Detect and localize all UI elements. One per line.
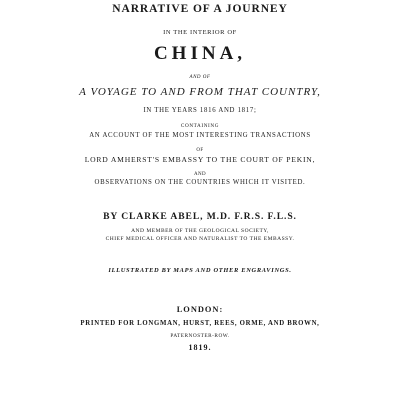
imprint-year: 1819. [188, 343, 212, 352]
connector-of: OF [196, 148, 204, 153]
imprint-address: PATERNOSTER-ROW. [170, 333, 230, 339]
containing-label: CONTAINING [180, 123, 220, 129]
subtitle-in-the-interior: IN THE INTERIOR OF [163, 29, 237, 36]
imprint-printer: PRINTED FOR LONGMAN, HURST, REES, ORME, AND BROWN, [80, 320, 320, 327]
connector-and-of: AND OF [189, 75, 211, 80]
account-line: AN ACCOUNT OF THE MOST INTERESTING TRANSACTIONS [89, 132, 311, 139]
author-role: CHIEF MEDICAL OFFICER AND NATURALIST TO THE EMBASSY. [105, 236, 295, 242]
author-line: BY CLARKE ABEL, M.D. F.R.S. F.L.S. [103, 211, 297, 222]
observations-line: OBSERVATIONS ON THE COUNTRIES WHICH IT VISITED. [94, 179, 306, 186]
connector-and: AND [193, 172, 207, 177]
country-name: CHINA, [153, 43, 247, 64]
imprint-city: LONDON: [176, 305, 224, 314]
embassy-line: LORD AMHERST'S EMBASSY TO THE COURT OF PEKIN, [84, 155, 316, 164]
illustrated-note: ILLUSTRATED BY MAPS AND OTHER ENGRAVINGS. [108, 267, 292, 274]
author-membership: AND MEMBER OF THE GEOLOGICAL SOCIETY, [131, 228, 269, 234]
voyage-line: A VOYAGE TO AND FROM THAT COUNTRY, [79, 86, 321, 98]
years-line: IN THE YEARS 1816 AND 1817; [143, 107, 257, 114]
main-title: NARRATIVE OF A JOURNEY [112, 3, 288, 15]
